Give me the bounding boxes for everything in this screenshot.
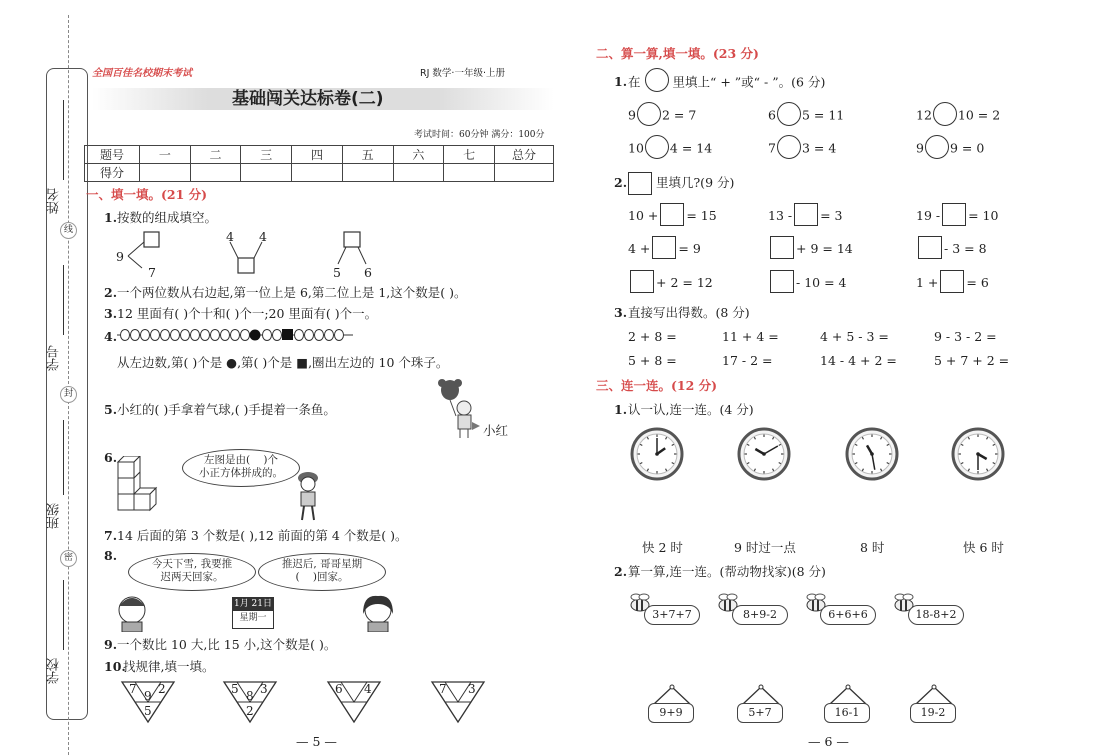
bead: [171, 330, 180, 341]
score-header-cell: 总分: [495, 146, 554, 164]
operand-b: 4 = 14: [669, 140, 713, 156]
operand-a: 10: [628, 140, 644, 156]
class-underline: [63, 420, 64, 495]
house-expression: 19-2: [910, 703, 956, 723]
box-equation: [628, 207, 717, 226]
q2-text: 一个两位数从右边起,第一位上是 6,第二位上是 1,这个数是( )。: [117, 285, 467, 300]
answer-box[interactable]: [918, 236, 942, 259]
bead: [181, 330, 190, 341]
s3-q1-number: 1.: [614, 402, 628, 417]
q8-speech-bubble-2: [258, 553, 386, 591]
school-underline: [63, 580, 64, 650]
q6-bubble-text: 左图是由( )个 小正方体拼成的。: [199, 454, 283, 479]
direct-equation: 5 + 7 + 2 =: [934, 353, 1010, 368]
triangle-number-tr: 2: [158, 682, 166, 696]
score-header-cell: 四: [292, 146, 343, 164]
operand-b: 9 = 0: [949, 140, 985, 156]
calendar: [232, 597, 274, 629]
equation-post: = 10: [968, 208, 999, 223]
animal-expression: 8+9-2: [732, 605, 788, 625]
q5-text: 小红的( )手拿着气球,( )手提着一条鱼。: [117, 402, 336, 417]
bead: [121, 330, 130, 341]
equation-post: + 2 = 12: [656, 275, 713, 290]
answer-box[interactable]: [942, 203, 966, 226]
s2-q2-prompt-post: 里填几?(9 分): [655, 175, 735, 190]
bead: [151, 330, 160, 341]
circle-equation: [768, 139, 836, 159]
direct-equation: 2 + 8 =: [628, 329, 677, 344]
house-expression: 16-1: [824, 703, 870, 723]
operand-b: 3 = 4: [801, 140, 837, 156]
s3-q2-text: 算一算,连一连。(帮动物找家)(8 分): [628, 564, 826, 579]
box-equation: [916, 274, 989, 293]
q4-number: 4.: [104, 329, 118, 344]
name-label: 姓名: [47, 188, 62, 214]
direct-equation: 9 - 3 - 2 =: [934, 329, 997, 344]
box-equation: [628, 274, 713, 293]
triangle-number-tl: 7: [129, 682, 137, 696]
score-header-cell: 五: [342, 146, 393, 164]
q9-number: 9.: [104, 637, 118, 652]
bead: [241, 330, 250, 341]
box-equation: [628, 240, 701, 259]
equation-post: = 15: [686, 208, 717, 223]
s2-q2-prompt: [628, 172, 734, 195]
s2-q2-number: 2.: [614, 175, 628, 190]
boy-illustration: [292, 470, 324, 522]
operand-a: 7: [768, 140, 776, 156]
operand-a: 9: [628, 107, 636, 123]
equation-pre: 4 +: [628, 241, 651, 256]
score-header-cell: 二: [190, 146, 241, 164]
q6-speech-bubble: [182, 449, 300, 487]
q1-d1-b: 7: [148, 265, 156, 280]
cube-stack-illustration: [114, 456, 162, 514]
triangle-number-tr: 3: [260, 682, 268, 696]
circle-equation: [628, 139, 712, 159]
bead: [131, 330, 140, 341]
triangle-number-bottom: 5: [144, 704, 152, 718]
girl-label: 小红: [483, 423, 509, 438]
circle-equation: [916, 106, 1000, 126]
q8-bubble-2-text: 推迟后, 哥哥星期 ( )回家。: [281, 558, 363, 583]
section1-heading: 一、填一填。(21 分): [86, 187, 208, 202]
q1-d2-a: 4: [226, 229, 234, 244]
calendar-date: 1月 21日: [233, 599, 273, 609]
q8-bubble-1-text: 今天下雪, 我要推 迟两天回家。: [151, 558, 233, 583]
operand-b: 10 = 2: [957, 107, 1001, 123]
black-circle-bead: [250, 330, 261, 341]
q6-number: 6.: [104, 450, 118, 465]
clock-label: 8 时: [860, 540, 885, 555]
page-title: 基础闯关达标卷(二): [232, 89, 384, 109]
equation-post: = 9: [678, 241, 701, 256]
animal-expression: 3+7+7: [644, 605, 700, 625]
box-equation: [916, 207, 998, 226]
black-square-bead: [282, 329, 293, 340]
box-equation: [916, 240, 987, 259]
bead: [191, 330, 200, 341]
box-equation: [768, 207, 843, 226]
score-header-cell: 一: [140, 146, 191, 164]
score-cell[interactable]: [342, 164, 393, 182]
q10-number: 10.: [104, 659, 126, 674]
section3-heading: 三、连一连。(12 分): [596, 378, 718, 393]
operator-answer-circle[interactable]: [925, 135, 949, 159]
answer-box[interactable]: [940, 270, 964, 293]
triangle-number-mid: 8: [246, 689, 254, 703]
q8-speech-bubble-1: [128, 553, 256, 591]
bead: [295, 330, 304, 341]
circle-equation: [916, 139, 984, 159]
number-label: 学号: [47, 345, 62, 371]
bead: [161, 330, 170, 341]
equation-post: - 10 = 4: [796, 275, 847, 290]
score-cell[interactable]: [190, 164, 241, 182]
equation-post: - 3 = 8: [944, 241, 987, 256]
operator-answer-circle[interactable]: [777, 135, 801, 159]
score-cell[interactable]: [241, 164, 292, 182]
equation-pre: 1 +: [916, 275, 939, 290]
triangle-number-tr: 3: [468, 682, 476, 696]
q2-number: 2.: [104, 285, 118, 300]
q1-text: 按数的组成填空。: [117, 210, 218, 225]
series-label: 全国百佳名校期末考试: [92, 68, 192, 79]
bead: [315, 330, 324, 341]
score-cell[interactable]: [393, 164, 444, 182]
direct-equation: 4 + 5 - 3 =: [820, 329, 889, 344]
clock-icon: [951, 427, 1005, 481]
bead: [141, 330, 150, 341]
q1-d1-a: 9: [116, 249, 124, 264]
answer-box[interactable]: [794, 203, 818, 226]
operator-answer-circle[interactable]: [637, 102, 661, 126]
equation-post: = 3: [820, 208, 843, 223]
q7-text: 14 后面的第 3 个数是( ),12 前面的第 4 个数是( )。: [117, 528, 408, 543]
score-cell[interactable]: [444, 164, 495, 182]
operand-b: 5 = 11: [801, 107, 845, 123]
animal-expression: 18-8+2: [908, 605, 964, 625]
bead: [273, 330, 282, 341]
score-header-cell: 三: [241, 146, 292, 164]
triangle-number-tl: 7: [439, 682, 447, 696]
school-label: 学校: [47, 658, 62, 684]
animal-expression: 6+6+6: [820, 605, 876, 625]
equation-pre: 10 +: [628, 208, 659, 223]
s2-q3-text: 直接写出得数。(8 分): [628, 305, 750, 320]
equation-pre: 13 -: [768, 208, 793, 223]
q10-text: 找规律,填一填。: [123, 659, 215, 674]
s2-q1-prompt-pre: 在: [628, 74, 641, 90]
exam-info: 考试时间：60分钟 满分：100分: [414, 130, 545, 140]
operator-answer-circle[interactable]: [777, 102, 801, 126]
q5-number: 5.: [104, 402, 118, 417]
answer-box[interactable]: [770, 236, 794, 259]
direct-equation: 11 + 4 =: [722, 329, 779, 344]
direct-equation: 17 - 2 =: [722, 353, 773, 368]
house-expression: 9+9: [648, 703, 694, 723]
operator-answer-circle[interactable]: [933, 102, 957, 126]
triangle-number-mid: 9: [144, 689, 152, 703]
house-expression: 5+7: [737, 703, 783, 723]
direct-equation: 14 - 4 + 2 =: [820, 353, 897, 368]
circle-equation: [628, 106, 696, 126]
calendar-day: 星期一: [239, 613, 267, 623]
q1-d3-b: 6: [364, 265, 372, 280]
box-equation: [768, 274, 846, 293]
score-row-label: 得分: [85, 164, 140, 182]
s2-q1-prompt-post: 里填上“ + ”或“ - ”。(6 分): [672, 74, 826, 90]
operand-a: 9: [916, 140, 924, 156]
s2-q1-number: 1.: [614, 74, 628, 89]
clock-label: 9 时过一点: [734, 540, 796, 555]
girl-face-illustration: [358, 592, 398, 632]
bead: [305, 330, 314, 341]
triangle-number-tl: 6: [335, 682, 343, 696]
q1-number: 1.: [104, 210, 118, 225]
q1-d3-a: 5: [333, 265, 341, 280]
q7-number: 7.: [104, 528, 118, 543]
operator-circle-icon: [645, 68, 669, 92]
page-number-right: — 6 —: [808, 734, 849, 749]
clock-label: 快 2 时: [642, 540, 683, 555]
score-cell[interactable]: [140, 164, 191, 182]
circle-equation: [768, 106, 844, 126]
triangle-number-tr: 4: [364, 682, 372, 696]
q3-text: 12 里面有( )个十和( )个一;20 里面有( )个一。: [117, 306, 378, 321]
score-cell[interactable]: [292, 164, 343, 182]
bead: [211, 330, 220, 341]
clock-icon: [630, 427, 684, 481]
triangle-number-bottom: 2: [246, 704, 254, 718]
equation-pre: 19 -: [916, 208, 941, 223]
direct-equation: 5 + 8 =: [628, 353, 677, 368]
equation-post: + 9 = 14: [796, 241, 853, 256]
number-underline: [63, 265, 64, 335]
s2-q1-prompt: [628, 74, 825, 92]
bead: [325, 330, 334, 341]
q3-number: 3.: [104, 306, 118, 321]
answer-box[interactable]: [660, 203, 684, 226]
q9-text: 一个数比 10 大,比 15 小,这个数是( )。: [117, 637, 337, 652]
bead: [263, 330, 272, 341]
answer-box-icon: [628, 172, 652, 195]
q4-line: 从左边数,第( )个是 ●,第( )个是 ■,圈出左边的 10 个珠子。: [117, 355, 449, 370]
triangle-number-tl: 5: [231, 682, 239, 696]
class-label: 班级: [47, 503, 62, 529]
bead: [221, 330, 230, 341]
bead-string: [117, 327, 357, 343]
clock-label: 快 6 时: [963, 540, 1004, 555]
s2-q3-number: 3.: [614, 305, 628, 320]
score-table: [84, 145, 554, 182]
equation-post: = 6: [966, 275, 989, 290]
edition-label: RJ 数学·一年级·上册: [420, 68, 505, 79]
q1-d2-b: 4: [259, 229, 267, 244]
operand-a: 6: [768, 107, 776, 123]
answer-box[interactable]: [770, 270, 794, 293]
q8-number: 8.: [104, 548, 118, 563]
page-number-left: — 5 —: [296, 734, 337, 749]
answer-box[interactable]: [630, 270, 654, 293]
girl-with-balloon-illustration: [436, 378, 486, 440]
name-underline: [63, 100, 64, 180]
binding-line: [68, 15, 69, 755]
clock-icon: [845, 427, 899, 481]
bead: [335, 330, 344, 341]
operator-answer-circle[interactable]: [645, 135, 669, 159]
bead: [231, 330, 240, 341]
section2-heading: 二、算一算,填一填。(23 分): [596, 46, 759, 61]
operand-a: 12: [916, 107, 932, 123]
box-equation: [768, 240, 853, 259]
answer-box[interactable]: [652, 236, 676, 259]
s3-q2-number: 2.: [614, 564, 628, 579]
boy-face-illustration: [112, 592, 152, 632]
score-header-cell: 六: [393, 146, 444, 164]
clock-icon: [737, 427, 791, 481]
bead: [201, 330, 210, 341]
score-header-cell: 题号: [85, 146, 140, 164]
s3-q1-text: 认一认,连一连。(4 分): [628, 402, 754, 417]
operand-b: 2 = 7: [661, 107, 697, 123]
score-header-cell: 七: [444, 146, 495, 164]
score-cell[interactable]: [495, 164, 554, 182]
